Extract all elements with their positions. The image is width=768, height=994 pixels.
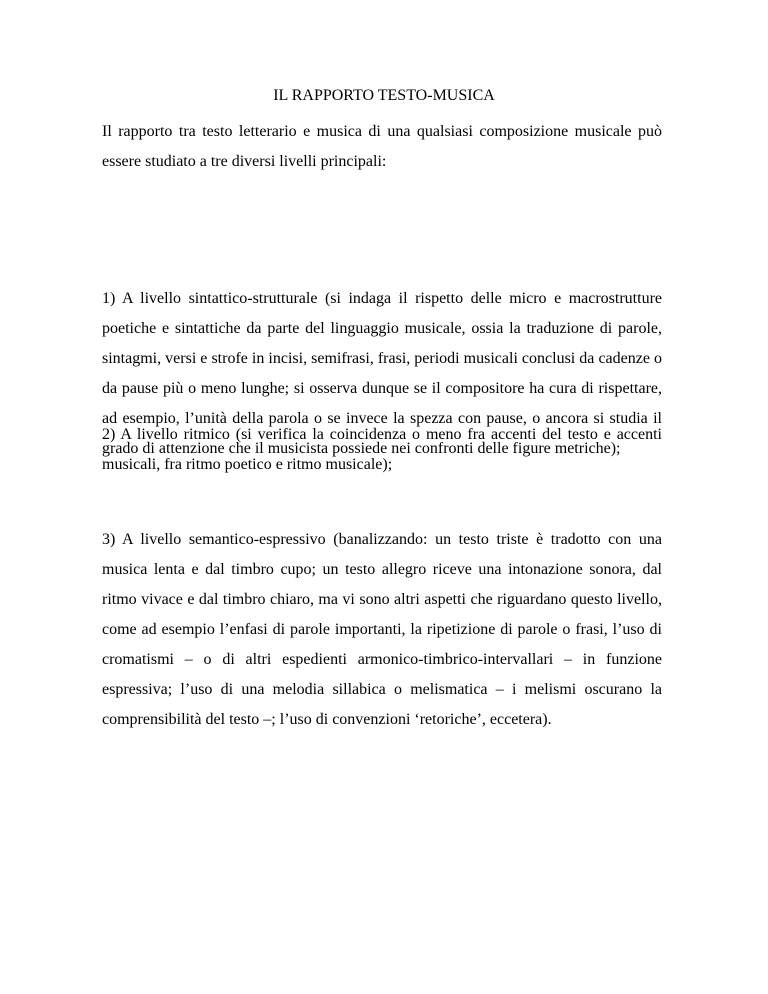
- intro-paragraph: Il rapporto tra testo letterario e musica di una qualsiasi composizione musicale può essere studiato a tre diversi livelli principali:: [102, 123, 662, 170]
- document-title: IL RAPPORTO TESTO-MUSICA: [273, 87, 495, 104]
- paragraph-level-3: 3) A livello semantico-espressivo (banalizzando: un testo triste è tradotto con una musica lenta e dal timbro cupo; un testo allegro riceve una intonazione sonora, dal ritmo vivace e dal timbro chiaro, ma vi sono altri aspetti che riguardano questo livello, come ad esempio l’enfasi di parole importanti, la ripetizione di parole o frasi, l’uso di cromatismi – o di altri espedienti armonico-timbrico-intervallari – in funzione espressiva; l’uso di una melodia sillabica o melismatica – i melismi oscurano la comprensibilità del testo –; l’uso di convenzioni ‘retoriche’, eccetera).: [102, 531, 662, 728]
- paragraph-level-1: 1) A livello sintattico-strutturale (si indaga il rispetto delle micro e macrostrutture poetiche e sintattiche da parte del linguaggio musicale, ossia la traduzione di parole, sintagmi, versi e strofe in incisi, semifrasi, frasi, periodi musicali conclusi da cadenze o da pause più o meno lunghe; si osserva dunque se il compositore ha cura di rispettare, ad esempio, l’unità della parola o se invece la spezza con pause, o ancora si studia il grado di attenzione che il musicista possiede nei confronti delle figure metriche);: [102, 290, 662, 457]
- paragraph-level-2: 2) A livello ritmico (si verifica la coincidenza o meno fra accenti del testo e accenti musicali, fra ritmo poetico e ritmo musicale);: [102, 426, 662, 473]
